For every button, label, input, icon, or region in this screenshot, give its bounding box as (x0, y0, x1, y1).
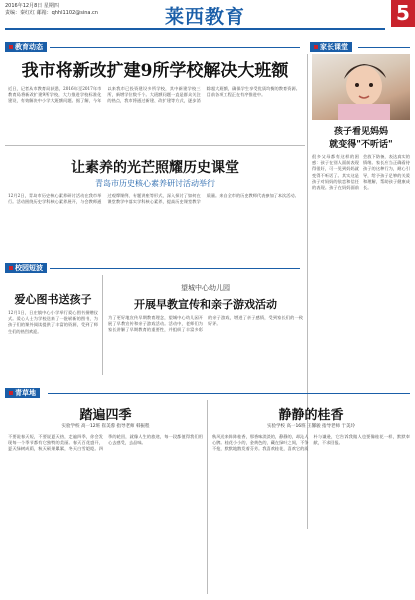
article-spring-body: 不要说春天短，不要说夏天热，走遍四季，你会发现每一个季节都有它独特的美丽。春天百花盛开，夏天绿树成荫，秋天硕果累累，冬天白雪皑皑。四季的轮回，就像人生的旅途，每一段都值得我们用心去感受，去品味。 (8, 434, 203, 452)
headline-spring: 踏遍四季 (79, 408, 132, 421)
column-divider (207, 400, 208, 594)
headline-schools: 我市将新改扩建9所学校解决大班额 (21, 61, 289, 80)
section-campus-news (5, 263, 47, 273)
article-family-body: 很多父母都有这样的困惑：孩子在别人面前表现得很好，可一见到妈妈就变得不听话了。其实这是孩子对妈妈的依恋和信任的表现。孩子在妈妈面前会放下防备，表达真实的情绪。家长应当正确看待孩子的这种行为，耐心引导，给予孩子足够的关爱和理解，帮助孩子健康成长。 (312, 154, 410, 191)
editor-line: 责编：秦红红 邮箱：qhhl1102@sina.cn (5, 10, 98, 16)
section-rule (50, 268, 300, 269)
section-rule (48, 393, 410, 394)
section-label: 校园短波 (15, 264, 43, 272)
article-schools-body: 近日，记者从市教育局获悉，2016年至2017年市教育局将新改扩建9所学校，大力推进学校标准化建设，有效解决中小学大班额问题。据了解，今年以来我市已投资建设多所学校，其中新建学校三所，新增学位数千个。大班额问题一直是群众关注的热点，我市将通过新建、改扩建等方式，逐步消除超大班额，确保学生享受优质均衡的教育资源。目前各项工程正在有序推进中。 (8, 86, 300, 104)
article-books-body: 12月1日，日庄镇中心小学举行爱心图书捐赠仪式。爱心人士为学校送来了一批崭新的图书，为孩子们的课外阅读提供了丰富的资源，受到了师生们的热烈欢迎。 (8, 310, 98, 334)
headline-osmanthus: 静静的桂香 (278, 408, 344, 421)
section-rule (50, 47, 300, 48)
kicker-kindergarten: 望城中心幼儿园 (181, 284, 230, 292)
section-label: 家长课堂 (320, 43, 348, 51)
newspaper-title: 莱西教育 (164, 6, 245, 28)
divider (5, 145, 305, 146)
section-youth (5, 388, 40, 398)
byline-osmanthus: 实验学校 高一16班 王馨骏 指导老师 于美玲 (267, 424, 355, 429)
headline-kindergarten: 开展早教宣传和亲子游戏活动 (134, 298, 277, 310)
section-label: 青草地 (15, 389, 36, 397)
date-line: 2016年12月8日 星期四 (5, 3, 59, 9)
masthead-rule (5, 28, 385, 30)
child-photo (312, 54, 410, 120)
headline-family-2: 就变得"不听话" (329, 140, 393, 149)
headline-family-1: 孩子看见妈妈 (333, 127, 388, 136)
section-label: 教育动态 (15, 43, 43, 51)
masthead (0, 0, 415, 30)
section-education-news (5, 42, 47, 52)
date-editor-meta (5, 3, 98, 17)
headline-books: 爱心图书送孩子 (14, 293, 92, 305)
article-history-body: 12月2日，青岛市历史核心素养研讨活动在我市举行。活动围绕历史学科核心素养展开，与会教师通过观摩课例、专题讲座等形式，深入探讨了如何在课堂教学中落实学科核心素养，提高历史课堂教学质量。来自全市的历史教师代表参加了本次活动。 (8, 193, 299, 205)
section-bullet-icon (9, 45, 13, 49)
section-bullet-icon (9, 266, 13, 270)
section-bullet-icon (9, 391, 13, 395)
subhead-history: 青岛市历史核心素养研讨活动举行 (95, 179, 215, 188)
section-rule (358, 47, 410, 48)
section-bullet-icon (314, 45, 318, 49)
column-divider (102, 275, 103, 375)
page-number: 5 (391, 0, 415, 27)
section-family-class (310, 42, 352, 52)
article-kindergarten-body: 为了更好地宣传早期教育理念，望城中心幼儿园开展了早教宣传和亲子游戏活动。活动中，老师们为家长讲解了早期教育的重要性，并组织了丰富多彩的亲子游戏，增进了亲子感情，受到家长们的一致好评。 (108, 315, 303, 333)
article-osmanthus-body: 秋风送来阵阵桂香，那香味淡淡的，静静的，却沁人心脾。桂花小小的，金黄色的，藏在绿叶之间，不争不抢，默默地散发着芬芳。我喜欢桂花，喜欢它的质朴与谦逊，它告诉我做人也要像桂花一样，默默奉献，不求回报。 (212, 434, 410, 452)
byline-spring: 实验学校 高一12班 崔美蓉 指导老师 韩振程 (61, 424, 150, 429)
headline-history: 让素养的光芒照耀历史课堂 (71, 160, 239, 175)
